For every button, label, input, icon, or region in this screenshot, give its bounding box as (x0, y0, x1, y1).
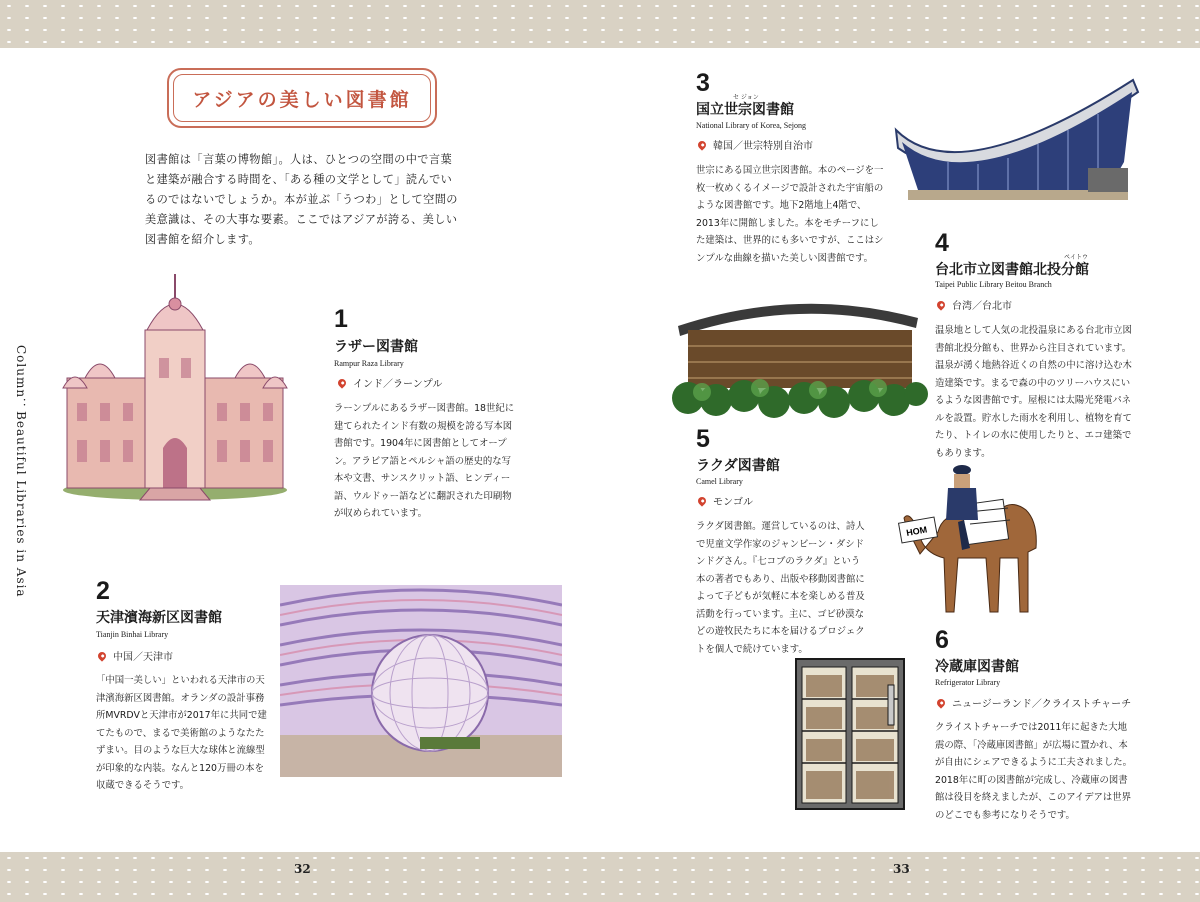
library-4-description: 温泉地として人気の北投温泉にある台北市立図書館北投分館も、世界から注目されています。温泉が湧く地熱谷近くの自然の中に溶け込む木造建築です。まるで森の中のツリーハウスにいるような図書館です。屋根には太陽光発電パネルを設置。貯水した雨水を利用し、植物を育てたり、トイレの水に使用したりと、エコ建築でもあります。 (935, 325, 1132, 459)
library-4-name: 台北市立図書館北投分館 (935, 262, 1089, 278)
camel-sign-text: HOM (905, 524, 928, 538)
library-6-description: クライストチャーチでは2011年に起きた大地震の際、「冷蔵庫図書館」が広場に置かれ、本が自由にシェアできるように工夫されました。2018年に町の図書館が完成し、冷蔵庫の図書館は役目を終えましたが、このアイデアは世界のどこでも参考になりそうです。 (935, 722, 1132, 821)
library-3-ruby: セ ジョン (733, 94, 759, 101)
column-label: Column：Beautiful Libraries in Asia (14, 345, 28, 598)
library-6-number: 6 (935, 626, 949, 654)
raza-library-illustration (55, 268, 295, 503)
library-3-number: 3 (696, 69, 710, 97)
library-5-number: 5 (696, 425, 710, 453)
location-pin-icon (336, 377, 347, 388)
location-pin-icon (696, 139, 707, 150)
library-5-location: モンゴル (698, 493, 753, 508)
page-number-right: 33 (893, 862, 910, 876)
library-1-name: ラザー図書館 (334, 339, 418, 355)
library-1-description: ラーンプルにあるラザー図書館。18世紀に建てられたインド有数の規模を誇る写本図書館です。1904年に図書館としてオープン。アラビア語とペルシャ語の歴史的な写本や文書、サンスクリット語、ヒンディー語、ウルドゥー語などに翻訳された印刷物が収められています。 (334, 403, 515, 519)
library-3-location: 韓国／世宗特別自治市 (698, 137, 813, 152)
section-title: アジアの美しい図書館 (192, 89, 412, 111)
library-4-number: 4 (935, 229, 949, 257)
library-5-description: ラクダ図書館。運営しているのは、詩人で児童文学作家のジャンビーン・ダシドンドグさん。『七コブのラクダ』という本の著者でもあり、出版や移動図書館によって子どもが気軽に本を楽しめる普及活動を行っています。主に、ゴビ砂漠などの遊牧民たちに本を届けるプロジェクトを個人で続けています。 (696, 521, 865, 655)
library-2-number: 2 (96, 577, 110, 605)
library-6-english: Refrigerator Library (935, 678, 1001, 687)
library-3-description: 世宗にある国立世宗図書館。本のページを一枚一枚めくるイメージで設計された宇宙船のような図書館です。地下2階地上4階で、2013年に開館しました。本をモチーフにした建築は、世界的にも多いですが、ここはシンプルな曲線を描いた美しい図書館です。 (696, 165, 884, 264)
decorative-top-band (0, 0, 1200, 48)
refrigerator-library-illustration (792, 655, 910, 817)
sejong-library-illustration (888, 72, 1146, 210)
library-1-english: Rampur Raza Library (334, 359, 404, 368)
intro-text: 図書館は「言葉の博物館」。人は、ひとつの空間の中で言葉と建築が融合する時間を、「ある種の文学として」読んでいるのではないでしょうか。本が並ぶ「うつわ」として空間の美意識は、その大事な要素。ここではアジアが誇る、美しい図書館を紹介します。 (145, 153, 458, 246)
library-4-ruby: ペイトウ (1064, 254, 1089, 261)
library-6-location: ニュージーランド／クライストチャーチ (937, 695, 1131, 710)
binhai-library-illustration (280, 585, 562, 777)
library-5-name: ラクダ図書館 (696, 458, 780, 474)
library-1-number: 1 (334, 305, 348, 333)
location-pin-icon (96, 650, 107, 661)
library-2-english: Tianjin Binhai Library (96, 630, 169, 639)
library-2-location: 中国／天津市 (98, 648, 173, 663)
library-1-location: インド／ラーンプル (338, 375, 442, 390)
location-pin-icon (696, 495, 707, 506)
location-pin-icon (935, 697, 946, 708)
library-4-location: 台湾／台北市 (937, 297, 1012, 312)
library-3-english: National Library of Korea, Sejong (696, 121, 806, 130)
location-pin-icon (935, 299, 946, 310)
library-3-name: 国立世宗図書館 (696, 102, 794, 118)
library-5-english: Camel Library (696, 477, 743, 486)
library-4-english: Taipei Public Library Beitou Branch (935, 280, 1052, 289)
library-6-name: 冷蔵庫図書館 (935, 659, 1019, 675)
beitou-library-illustration (668, 288, 930, 426)
section-title-frame (167, 68, 437, 128)
library-2-description: 「中国一美しい」といわれる天津市の天津濱海新区図書館。オランダの設計事務所MVRDVと天津市が2017年に共同で建てたもので、まるで美術館のようなたたずまい。目のような巨大な球体と流線型が印象的な内装。なんと120万冊の本を収蔵できるそうです。 (96, 675, 267, 791)
page-number-left: 32 (294, 862, 311, 876)
library-2-name: 天津濱海新区図書館 (96, 610, 222, 626)
decorative-bottom-band (0, 852, 1200, 902)
camel-library-illustration (898, 462, 1058, 620)
